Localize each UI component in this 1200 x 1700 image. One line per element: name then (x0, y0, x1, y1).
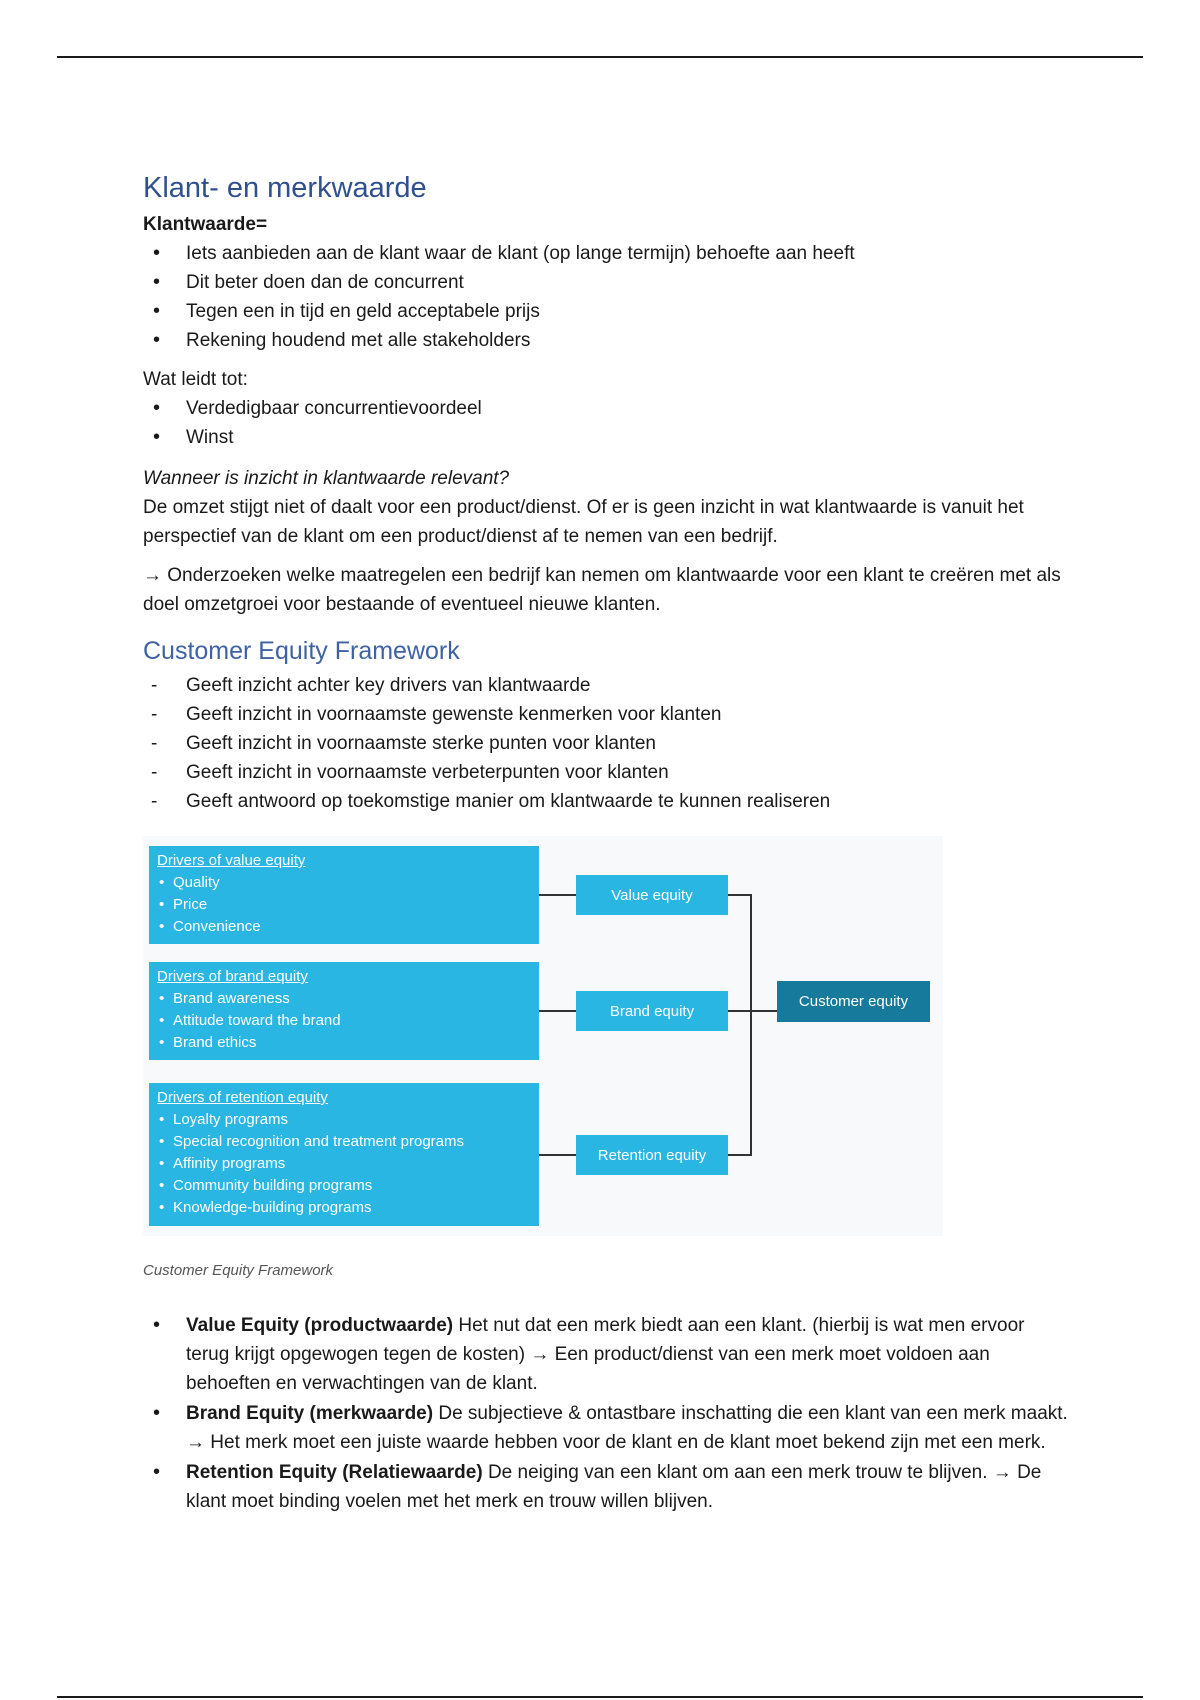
retention-drivers-box (149, 1083, 539, 1226)
leidt-tot-list (143, 394, 1073, 452)
page-title: Klant- en merkwaarde (143, 172, 427, 204)
definition-brand-equity (143, 1399, 1073, 1457)
definition-text: Het nut dat een merk biedt aan een klant. (hierbij is wat men ervoor terug krijgt opgewogen tegen de kosten) → Een product/dienst van een merk moet voldoen aan behoeften en verwachtingen van de klant. (186, 1315, 1025, 1394)
connector-bracket (750, 894, 752, 1156)
definition-text: De subjectieve & ontastbare inschatting die een klant van een merk maakt. → Het merk moet een juiste waarde hebben voor de klant en de klant moet bekend zijn met een merk. (186, 1403, 1068, 1453)
answer-paragraph: De omzet stijgt niet of daalt voor een product/dienst. Of er is geen inzicht in wat klantwaarde is vanuit het perspectief van de klant om een product/dienst af te nemen van een bedrijf. (143, 497, 1024, 547)
connector-line (539, 1154, 576, 1156)
value-equity-box: Value equity (576, 875, 728, 915)
leidt-tot-label: Wat leidt tot: (143, 369, 248, 390)
definition-term: Retention Equity (Relatiewaarde) (186, 1462, 483, 1483)
list-item: • Winst (143, 423, 1073, 452)
list-item: - Geeft inzicht in voornaamste sterke punten voor klanten (143, 729, 1073, 758)
customer-equity-diagram (143, 836, 943, 1236)
customer-equity-box: Customer equity (777, 981, 930, 1022)
definitions-list (143, 1311, 1073, 1516)
top-rule (57, 56, 1143, 58)
list-item: - Geeft inzicht in voornaamste verbeterpunten voor klanten (143, 758, 1073, 787)
brand-drivers-box (149, 962, 539, 1060)
list-item: • Dit beter doen dan de concurrent (143, 268, 1073, 297)
value-drivers-title: Drivers of value equity (157, 852, 306, 869)
list-item: • Iets aanbieden aan de klant waar de klant (op lange termijn) behoefte aan heeft (143, 239, 1073, 268)
list-item: • Community building programs (157, 1175, 531, 1197)
framework-heading: Customer Equity Framework (143, 637, 460, 665)
brand-drivers-title: Drivers of brand equity (157, 968, 308, 985)
list-item: • Attitude toward the brand (157, 1010, 531, 1032)
definition-retention-equity (143, 1458, 1073, 1516)
value-drivers-box (149, 846, 539, 944)
framework-list (143, 671, 1073, 816)
list-item: • Convenience (157, 916, 531, 938)
definition-term: Value Equity (productwaarde) (186, 1315, 454, 1336)
connector-line (728, 894, 752, 896)
question-heading: Wanneer is inzicht in klantwaarde relevant? (143, 468, 510, 489)
list-item: • Verdedigbaar concurrentievoordeel (143, 394, 1073, 423)
figure-caption: Customer Equity Framework (143, 1262, 334, 1279)
list-item: - Geeft inzicht achter key drivers van klantwaarde (143, 671, 1073, 700)
list-item: • Knowledge-building programs (157, 1197, 531, 1219)
list-item: • Brand ethics (157, 1032, 531, 1054)
retention-drivers-title: Drivers of retention equity (157, 1089, 328, 1106)
definition-value-equity (143, 1311, 1073, 1398)
arrow-note: → Onderzoeken welke maatregelen een bedrijf kan nemen om klantwaarde voor een klant te creëren met als doel omzetgroei voor bestaande of eventueel nieuwe klanten. (143, 565, 1061, 615)
connector-line (539, 1010, 576, 1012)
list-item: • Tegen een in tijd en geld acceptabele prijs (143, 297, 1073, 326)
list-item: • Special recognition and treatment programs (157, 1131, 531, 1153)
brand-equity-box: Brand equity (576, 991, 728, 1031)
list-item: • Quality (157, 872, 531, 894)
klantwaarde-label: Klantwaarde= (143, 214, 268, 235)
klantwaarde-list (143, 239, 1073, 355)
connector-line (728, 1010, 777, 1012)
connector-line (728, 1154, 752, 1156)
list-item: • Loyalty programs (157, 1109, 531, 1131)
list-item: • Affinity programs (157, 1153, 531, 1175)
definition-term: Brand Equity (merkwaarde) (186, 1403, 434, 1424)
page-content (143, 168, 1073, 1517)
list-item: - Geeft inzicht in voornaamste gewenste kenmerken voor klanten (143, 700, 1073, 729)
retention-equity-box: Retention equity (576, 1135, 728, 1175)
definition-text: De neiging van een klant om aan een merk trouw te blijven. → De klant moet binding voelen met het merk en trouw willen blijven. (186, 1462, 1042, 1512)
list-item: • Brand awareness (157, 988, 531, 1010)
list-item: - Geeft antwoord op toekomstige manier om klantwaarde te kunnen realiseren (143, 787, 1073, 816)
list-item: • Price (157, 894, 531, 916)
connector-line (539, 894, 576, 896)
list-item: • Rekening houdend met alle stakeholders (143, 326, 1073, 355)
bottom-rule (57, 1696, 1143, 1698)
